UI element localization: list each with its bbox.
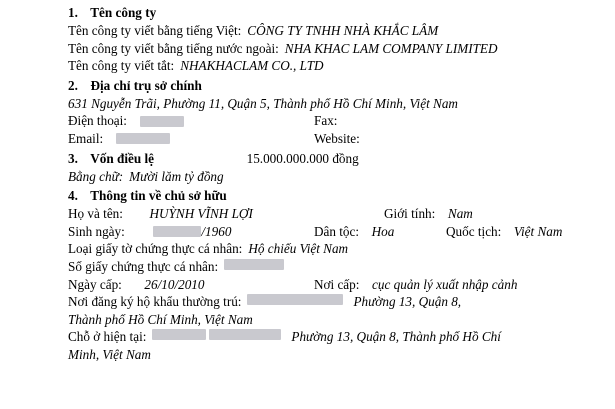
section-4-title: Thông tin về chủ sở hữu [90, 188, 227, 204]
section-2-title: Địa chỉ trụ sở chính [90, 77, 202, 93]
owner-ethnicity-value: Hoa [371, 223, 395, 239]
owner-dob-redacted [153, 226, 201, 237]
owner-gender-label: Giới tính: [384, 206, 436, 222]
owner-residence-row-2 [0, 311, 615, 329]
phone-cell [68, 112, 314, 130]
phone-label: Điện thoại: [68, 113, 127, 129]
fax-cell [314, 112, 337, 130]
company-name-foreign-value: NHA KHAC LAM COMPANY LIMITED [284, 40, 498, 56]
owner-issue-date-value: 26/10/2010 [144, 276, 205, 292]
owner-nationality-value: Việt Nam [513, 223, 563, 239]
owner-current-row [0, 328, 615, 346]
capital-words-label: Bằng chữ: [68, 168, 124, 184]
owner-residence-row [0, 293, 615, 311]
owner-ethnicity-label: Dân tộc: [314, 223, 360, 239]
website-cell [314, 130, 360, 148]
owner-doc-type-row [0, 240, 615, 258]
owner-name-value: HUỲNH VĨNH LỢI [149, 206, 253, 222]
owner-residence-redacted [247, 294, 343, 305]
section-3-heading [0, 148, 615, 168]
owner-issue-date-cell [68, 276, 314, 294]
email-value-redacted [116, 133, 170, 144]
owner-current-label: Chỗ ở hiện tại: [68, 329, 147, 345]
email-website-row [0, 130, 615, 148]
company-name-short-value: NHAKHACLAM CO., LTD [180, 58, 324, 74]
owner-name-label: Họ và tên: [68, 206, 123, 222]
owner-name-cell [68, 205, 314, 223]
company-name-foreign-label: Tên công ty viết bằng tiếng nước ngoài: [68, 40, 279, 56]
section-1-heading [0, 4, 615, 22]
owner-issue-date-label: Ngày cấp: [68, 276, 122, 292]
section-3-number: 3. [68, 150, 78, 166]
owner-issue-row [0, 276, 615, 294]
section-3-title: Vốn điều lệ [90, 150, 154, 166]
company-name-vi-label: Tên công ty viết bằng tiếng Việt: [68, 23, 242, 38]
owner-nationality-label: Quốc tịch: [446, 223, 502, 239]
owner-gender-value: Nam [447, 206, 473, 222]
section-1-number: 1. [68, 5, 78, 20]
owner-doc-type-label: Loại giấy tờ chứng thực cá nhân: [68, 241, 243, 257]
owner-doc-number-redacted [224, 259, 284, 270]
owner-issue-place-cell [314, 276, 517, 294]
owner-current-redacted-1 [152, 329, 206, 340]
address-row [0, 95, 615, 113]
owner-dob-cell [68, 223, 314, 241]
owner-residence-label: Nơi đăng ký hộ khẩu thường trú: [68, 294, 242, 310]
capital-value: 15.000.000.000 đồng [246, 150, 359, 166]
company-name-short-label: Tên công ty viết tắt: [68, 58, 175, 74]
company-name-short-row [0, 57, 615, 75]
owner-nationality-cell [446, 223, 562, 241]
owner-issue-place-label: Nơi cấp: [314, 276, 360, 292]
owner-dob-row [0, 223, 615, 241]
fax-label: Fax: [314, 113, 338, 129]
owner-gender-cell [384, 205, 473, 223]
owner-dob-value: /1960 [201, 223, 232, 239]
owner-residence-value: Phường 13, Quận 8, [353, 294, 462, 310]
company-name-foreign-row [0, 40, 615, 58]
section-2-number: 2. [68, 77, 78, 93]
owner-current-value: Phường 13, Quận 8, Thành phố Hồ Chí [291, 329, 501, 345]
owner-residence-line2: Thành phố Hồ Chí Minh, Việt Nam [68, 311, 253, 327]
owner-current-row-2 [0, 346, 615, 364]
phone-value-redacted [140, 116, 184, 127]
owner-current-line2: Minh, Việt Nam [68, 346, 151, 362]
owner-ethnicity-cell [314, 223, 446, 241]
address-value: 631 Nguyễn Trãi, Phường 11, Quận 5, Thành phố Hồ Chí Minh, Việt Nam [68, 95, 458, 111]
company-name-vi-value: CÔNG TY TNHH NHÀ KHẮC LÂM [247, 23, 439, 38]
owner-dob-label: Sinh ngày: [68, 223, 125, 239]
owner-doc-type-value: Hộ chiếu Việt Nam [248, 241, 349, 257]
owner-doc-number-row [0, 258, 615, 276]
company-name-vi-row [0, 22, 615, 40]
owner-issue-place-value: cục quản lý xuất nhập cảnh [372, 276, 518, 292]
phone-fax-row [0, 112, 615, 130]
capital-words-row [0, 168, 615, 186]
owner-name-row [0, 205, 615, 223]
section-4-number: 4. [68, 188, 78, 204]
owner-current-redacted-2 [209, 329, 281, 340]
section-1-title: Tên công ty [90, 5, 157, 20]
capital-words-value: Mười lăm tỷ đồng [129, 168, 224, 184]
section-4-heading [0, 185, 615, 205]
email-label: Email: [68, 130, 104, 146]
email-cell [68, 130, 314, 148]
owner-doc-number-label: Số giấy chứng thực cá nhân: [68, 258, 219, 274]
section-2-heading [0, 75, 615, 95]
website-label: Website: [314, 130, 360, 146]
